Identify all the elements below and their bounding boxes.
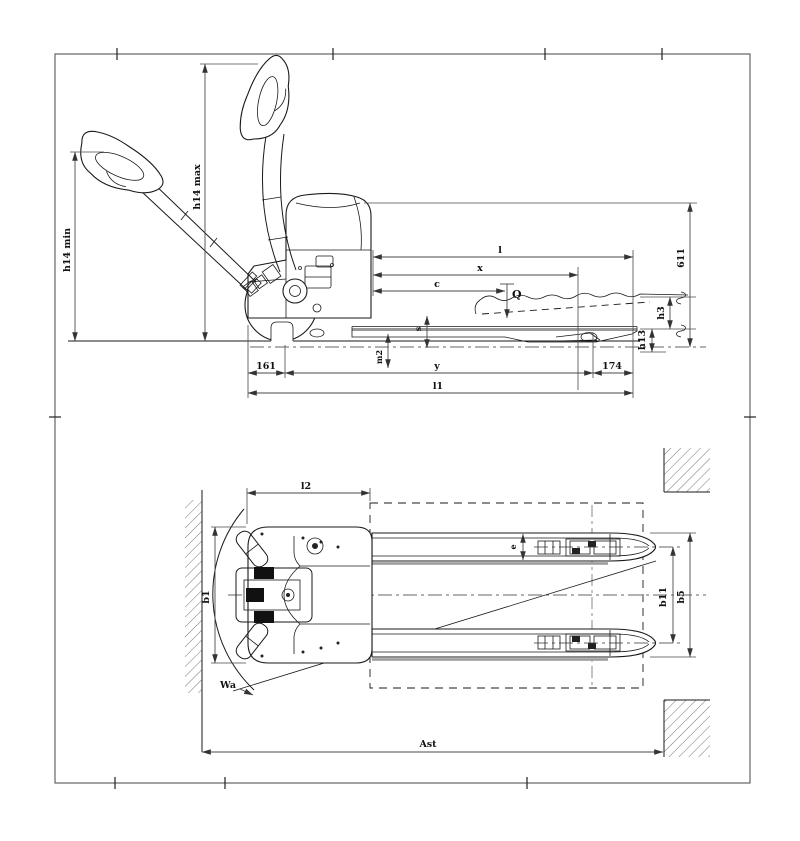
load-arrow	[500, 284, 522, 318]
dim-label-174: 174	[602, 361, 622, 372]
dim-label-h13: h13	[637, 329, 648, 351]
dim-label-611: 611	[676, 248, 687, 268]
handle-head-raised	[236, 51, 297, 147]
dim-label-c: c	[434, 279, 440, 290]
dim-label-q: Q	[512, 288, 522, 301]
wall-left	[185, 490, 202, 752]
dim-label-b11: b11	[658, 587, 669, 607]
dim-chain-bottom	[248, 361, 633, 373]
dim-label-h3: h3	[656, 306, 667, 320]
chassis-body	[248, 193, 371, 318]
dim-c	[373, 279, 505, 291]
dim-l	[373, 245, 633, 257]
dim-label-ast: Ast	[419, 739, 437, 750]
dim-b11	[658, 547, 673, 643]
handle-head-lowered	[69, 126, 172, 206]
frame-border	[55, 54, 750, 783]
dim-label-m2: m2	[374, 349, 384, 365]
dim-label-b5: b5	[676, 590, 687, 604]
break-mark-upper	[677, 292, 686, 304]
dim-label-161: 161	[256, 361, 276, 372]
frame-centering-ticks	[49, 48, 756, 789]
dim-h3	[640, 297, 696, 329]
dim-label-h14-min: h14 min	[62, 227, 73, 273]
dim-label-wa: Wa	[220, 680, 236, 691]
dim-label-b1: b1	[201, 590, 212, 604]
dim-label-l1: l1	[432, 381, 444, 392]
wall-corner-top-right	[664, 448, 710, 492]
front-caster	[310, 329, 324, 337]
dim-h14-min	[62, 152, 104, 341]
break-mark-lower	[677, 325, 686, 337]
tiller-lowered	[69, 126, 263, 295]
dim-label-l: l	[498, 245, 502, 256]
dim-s	[413, 316, 427, 348]
dim-l2	[247, 481, 370, 524]
dim-wa	[219, 680, 253, 695]
dim-label-x: x	[477, 263, 483, 274]
dim-label-l2: l2	[300, 481, 312, 492]
plan-view	[185, 448, 710, 757]
plan-body	[233, 527, 372, 663]
dim-ast	[202, 739, 663, 752]
dim-x	[373, 263, 578, 275]
dim-h13	[637, 329, 666, 352]
dim-label-h14-max: h14 max	[192, 164, 203, 210]
side-view	[62, 51, 706, 398]
dim-m2	[374, 334, 388, 368]
dim-label-y: y	[434, 361, 440, 372]
dim-label-e: e	[508, 544, 518, 550]
wall-corner-bottom-right	[664, 700, 710, 757]
dim-l1	[248, 381, 633, 393]
fork-side	[352, 327, 637, 343]
drawing-frame	[49, 48, 756, 789]
dim-label-s: s	[413, 326, 423, 332]
